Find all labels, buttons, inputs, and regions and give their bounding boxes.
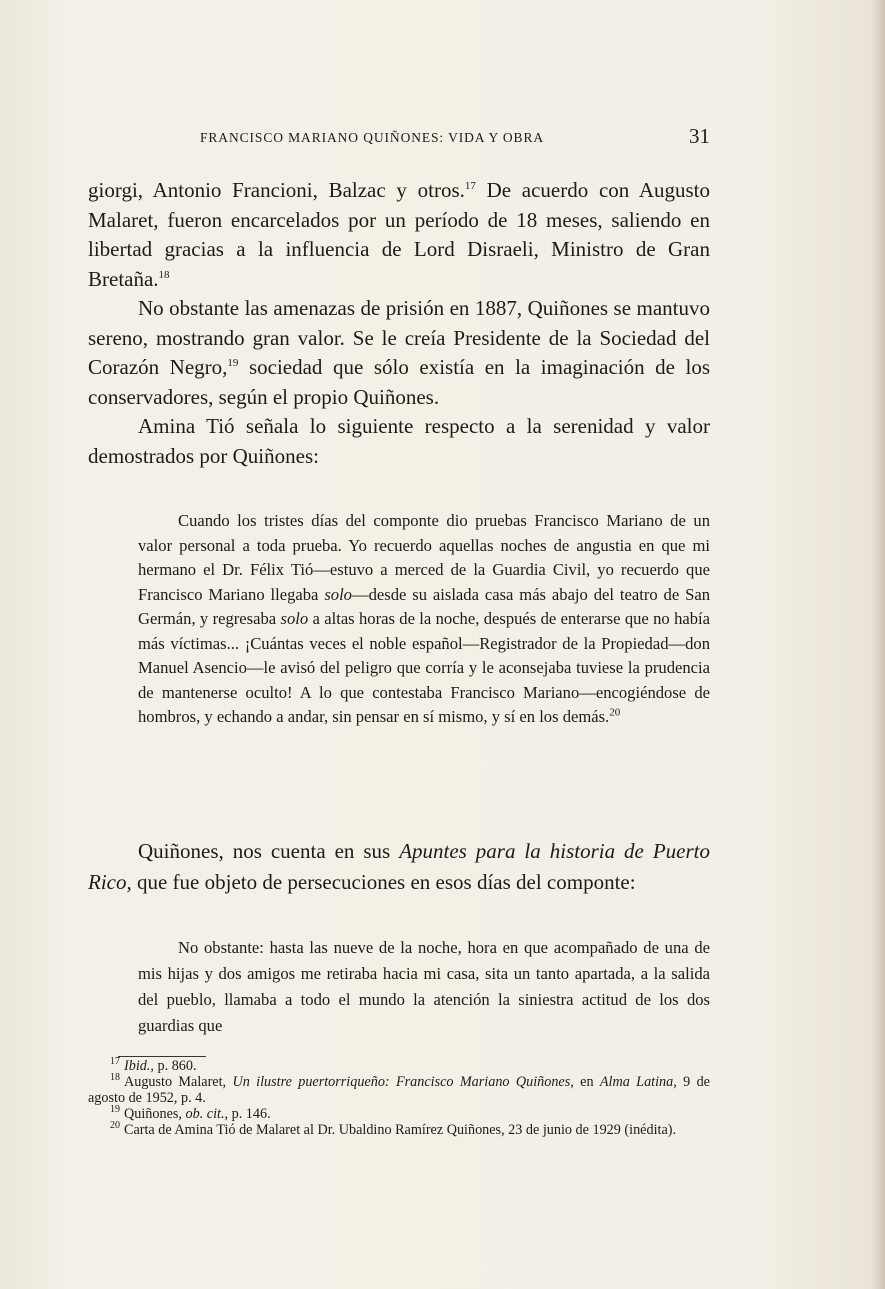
quote-1-part-c: a altas horas de la noche, después de enterarse que no había más víctimas... ¡Cuántas veces el noble español—Registrador de la Propiedad—don Manuel Asencio—le avisó del peligro que corría y le aconsejaba tuviese la prudencia de mantenerse oculto! A lo que contestaba Francisco Mariano—encogiéndose de hombros, y echando a andar, sin pensar en sí mismo, y sí en los demás. (138, 609, 710, 726)
paragraph-2-text-a: No obstante las amenazas de prisión en 1887, Quiñones se mantuvo sereno, mostrando gran valor. Se le creía Presidente de la Sociedad del Corazón Negro, (88, 296, 710, 379)
block-quote-1-text (138, 509, 710, 730)
paragraph-3: Amina Tió señala lo siguiente respecto a la serenidad y valor demostrados por Quiñones: (88, 414, 710, 468)
quote-1-emphasis-1: solo (324, 584, 352, 604)
paragraph-4-text-b: que fue objeto de persecuciones en esos días del componte: (131, 870, 636, 894)
footnote-18 (88, 1074, 710, 1106)
paragraph-1-text-b: De acuerdo con Augusto Malaret, fueron encarcelados por un período de 18 meses, saliendo en libertad gracias a la influencia de Lord Disraeli, Ministro de Gran Bretaña. (88, 178, 710, 291)
footnote-18-author: Augusto Malaret, (124, 1074, 233, 1090)
page-edge-shadow (871, 0, 885, 1289)
note-ref-17: 17 (464, 180, 476, 192)
footnote-17-number: 17 (110, 1056, 120, 1068)
block-quote-2-text: No obstante: hasta las nueve de la noche, hora en que acompañado de una de mis hijas y dos amigos me retiraba hacia mi casa, sita un tanto apartada, a la salida del pueblo, llamaba a todo el mundo la atención la siniestra actitud de los dos guardias que (138, 938, 710, 1035)
footnotes (88, 1058, 710, 1138)
footnote-19 (88, 1106, 710, 1122)
footnote-18-title: Un ilustre puertorriqueño: Francisco Mariano Quiñones, (232, 1074, 574, 1090)
footnote-17 (88, 1058, 710, 1074)
block-quote-1 (138, 509, 710, 730)
paragraph-4-text-a: Quiñones, nos cuenta en sus (138, 839, 400, 863)
footnote-18-number: 18 (110, 1072, 120, 1084)
paragraph-4 (88, 836, 710, 898)
footnote-20 (88, 1122, 710, 1138)
paragraph-2 (88, 294, 710, 412)
body-text-top (88, 176, 710, 471)
footnote-divider (118, 1056, 206, 1057)
running-head (88, 124, 710, 154)
footnote-19-text: p. 146. (228, 1106, 271, 1122)
body-text-middle (88, 836, 710, 898)
paragraph-1 (88, 176, 710, 294)
footnote-17-text: p. 860. (153, 1058, 197, 1074)
block-quote-2 (138, 935, 710, 1039)
footnote-18-date: 9 de agosto de 1952, p. 4. (88, 1074, 710, 1106)
page-number: 31 (689, 124, 710, 148)
running-title: FRANCISCO MARIANO QUIÑONES: VIDA Y OBRA (200, 130, 545, 145)
note-ref-19: 19 (227, 357, 239, 369)
footnote-20-text: Carta de Amina Tió de Malaret al Dr. Ubaldino Ramírez Quiñones, 23 de junio de 1929 (inédita). (124, 1122, 677, 1138)
quote-1-emphasis-2: solo (280, 609, 309, 628)
quote-1-part-a: Cuando los tristes días del componte dio pruebas Francisco Mariano de un valor personal a toda prueba. Yo recuerdo aquellas noches de angustia en que mi hermano el Dr. Félix Tió—estuvo a merced de la Guardia Civil, yo recuerdo que Francisco Mariano llegaba (138, 511, 710, 604)
footnote-18-journal: Alma Latina, (599, 1074, 677, 1090)
footnote-20-number: 20 (110, 1120, 120, 1132)
footnote-19-author: Quiñones, (124, 1106, 186, 1122)
footnote-19-italic: ob. cit., (185, 1106, 229, 1122)
note-ref-20: 20 (609, 706, 621, 719)
footnote-19-number: 19 (110, 1104, 120, 1116)
footnote-17-italic: Ibid., (124, 1058, 154, 1074)
quote-1-part-b: —desde su aislada casa más abajo del teatro de San Germán, y regresaba (138, 584, 710, 628)
book-title-apuntes: Apuntes para la historia de Puerto Rico, (88, 839, 710, 894)
paragraph-2-text-b: sociedad que sólo existía en la imaginación de los conservadores, según el propio Quiñones. (88, 355, 711, 409)
note-ref-18: 18 (158, 268, 170, 281)
footnote-18-connector: en (573, 1074, 600, 1090)
paragraph-1-text-a: giorgi, Antonio Francioni, Balzac y otros. (88, 178, 465, 202)
